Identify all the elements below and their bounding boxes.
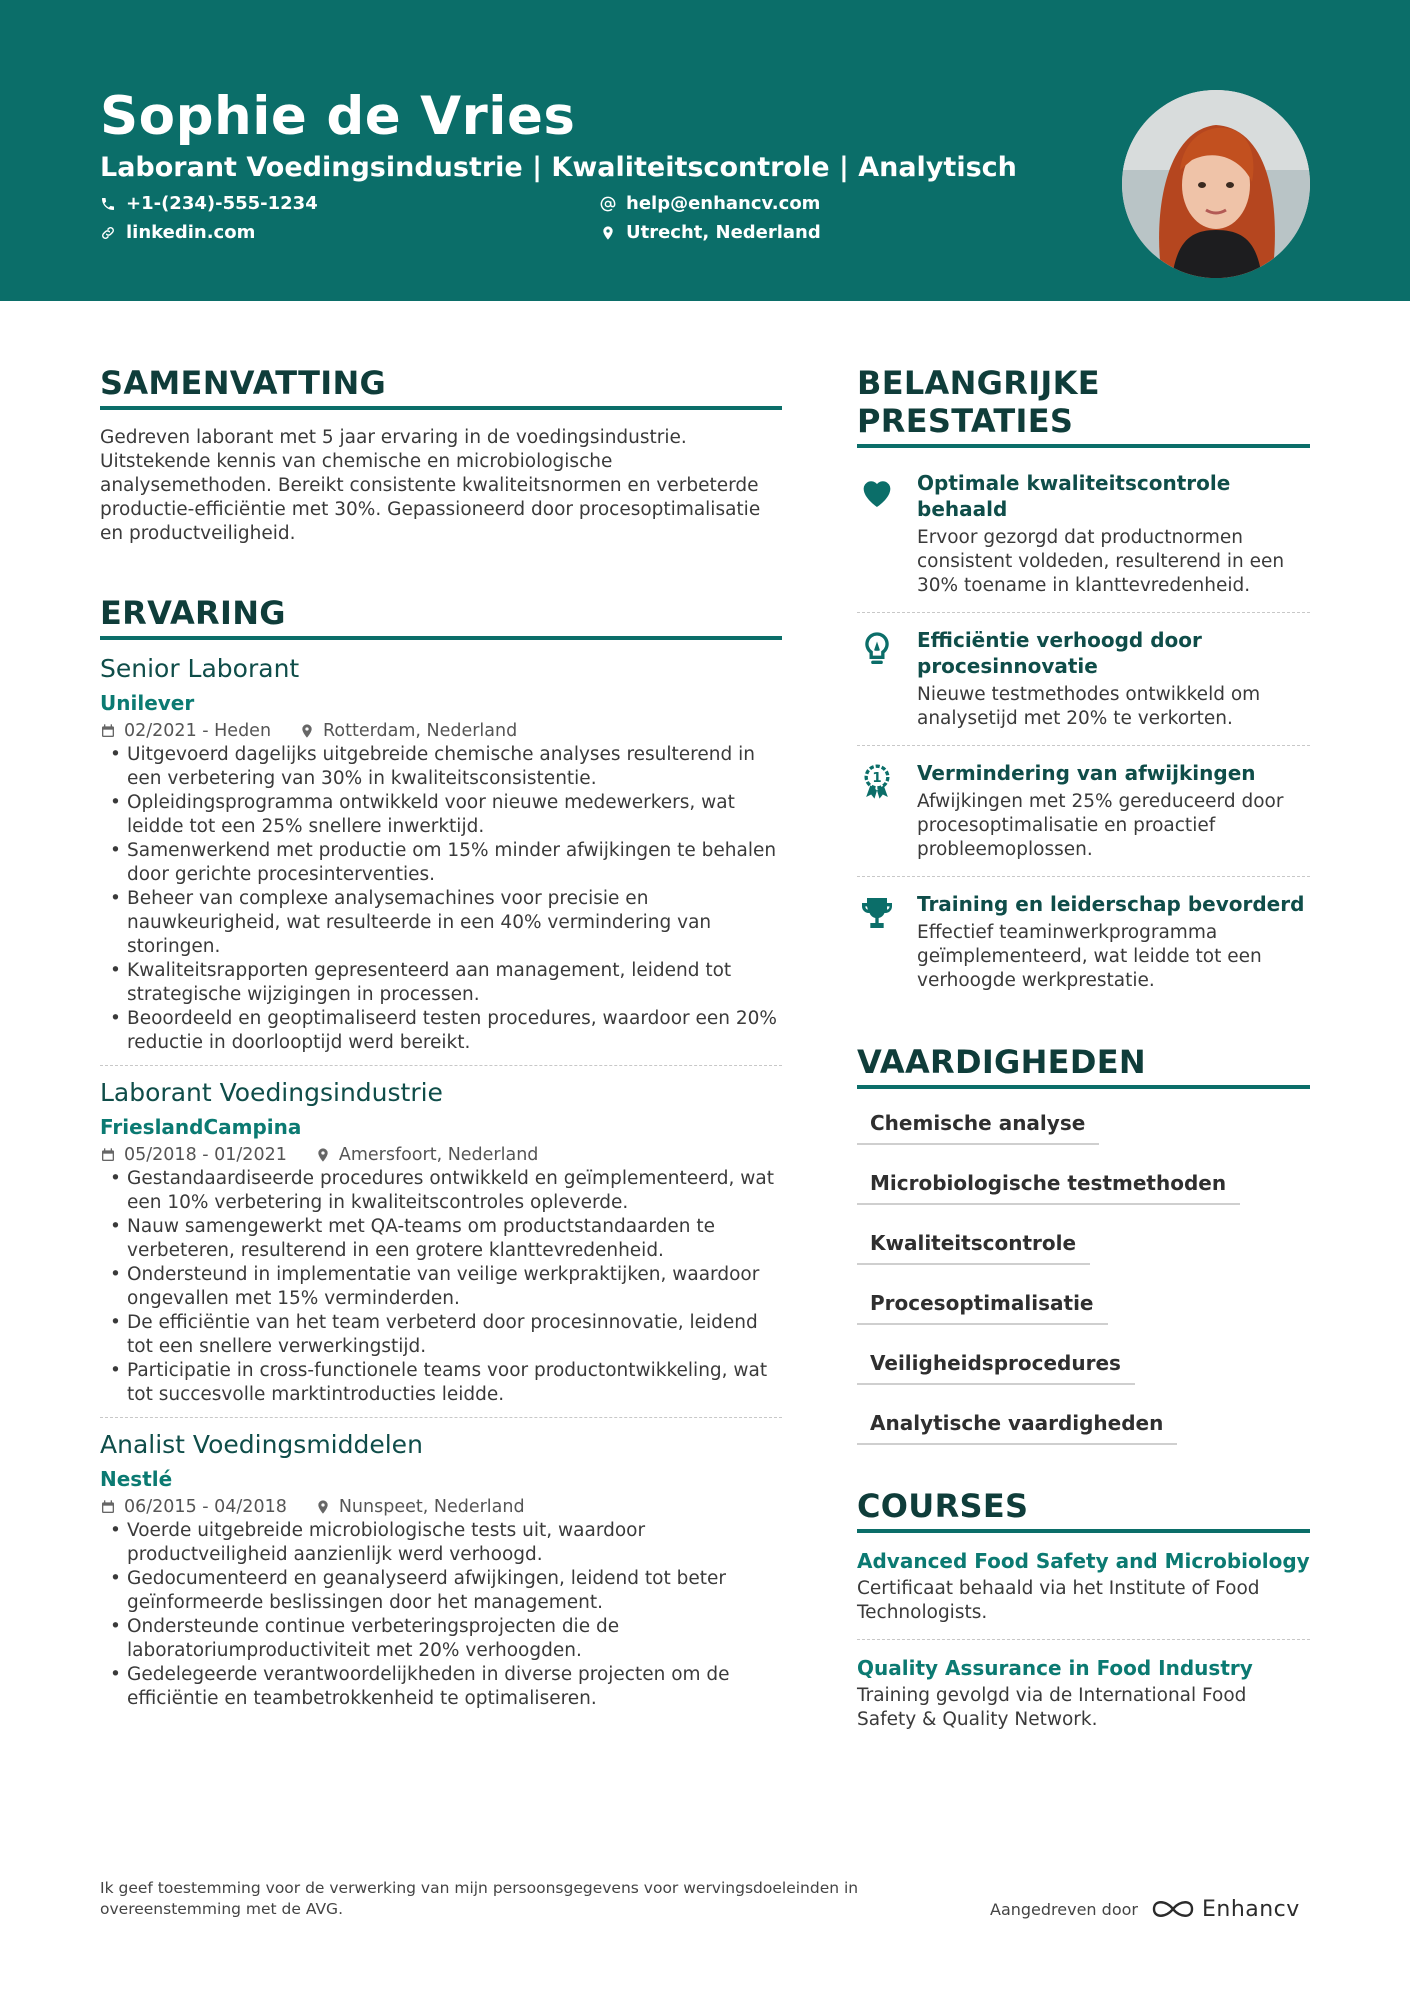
achievement-desc: Ervoor gezorgd dat productnormen consistent voldeden, resulterend in een 30% toename in klanttevredenheid. <box>917 527 1285 596</box>
skill-tag: Kwaliteitscontrole <box>857 1225 1090 1265</box>
job-title: Laborant Voedingsindustrie <box>100 1078 443 1107</box>
course-item <box>857 1533 1310 1639</box>
course-item <box>857 1639 1310 1746</box>
job-meta <box>100 1145 782 1165</box>
job-dates: 02/2021 - Heden <box>124 721 272 741</box>
location-pin-icon <box>315 1499 331 1515</box>
job-entry <box>100 1417 782 1721</box>
calendar-icon <box>100 723 116 739</box>
linkedin-contact[interactable] <box>100 222 255 243</box>
bullet-item: • De efficiëntie van het team verbeterd door procesinnovatie, leidend tot een snellere verwerkingstijd. <box>100 1311 782 1359</box>
bullet-item: • Nauw samengewerkt met QA-teams om productstandaarden te verbeteren, resulterend in een grotere klanttevredenheid. <box>100 1215 782 1263</box>
svg-text:1: 1 <box>872 771 882 786</box>
enhancv-brand: Enhancv <box>1201 1896 1300 1922</box>
job-bullets <box>100 1167 782 1407</box>
job-location: Nunspeet, Nederland <box>338 1497 525 1517</box>
achievement-item <box>857 745 1310 876</box>
skill-tag: Veiligheidsprocedures <box>857 1345 1135 1385</box>
gdpr-consent: Ik geef toestemming voor de verwerking van mijn persoonsgegevens voor wervingsdoeleinden in overeenstemming met de AVG. <box>100 1879 859 1918</box>
bullet-item: • Gedocumenteerd en geanalyseerd afwijkingen, leidend tot beter geïnformeerde beslissingen door het management. <box>100 1567 782 1615</box>
achievement-title: Training en leiderschap bevorderd <box>917 892 1305 916</box>
course-desc: Certificaat behaald via het Institute of Food Technologists. <box>857 1578 1260 1623</box>
bullet-item: • Ondersteunde continue verbeteringsprojecten die de laboratoriumproductiviteit met 20% verhoogden. <box>100 1615 782 1663</box>
link-icon <box>100 225 116 241</box>
calendar-icon <box>100 1499 116 1515</box>
bullet-item: • Samenwerkend met productie om 15% minder afwijkingen te behalen door gerichte procesinterventies. <box>100 839 782 887</box>
achievement-item <box>857 456 1310 612</box>
job-entry <box>100 654 782 1065</box>
job-location: Rotterdam, Nederland <box>323 721 518 741</box>
job-meta <box>100 1497 782 1517</box>
location-contact <box>600 222 821 243</box>
company-name: FrieslandCampina <box>100 1115 302 1139</box>
bullet-item: • Voerde uitgebreide microbiologische tests uit, waardoor productveiligheid aanzienlijk werd verhoogd. <box>100 1519 782 1567</box>
location-text: Utrecht, Nederland <box>626 222 821 243</box>
lightbulb-icon <box>857 629 897 669</box>
course-title: Advanced Food Safety and Microbiology <box>857 1549 1310 1573</box>
profile-photo <box>1122 90 1310 278</box>
resume-header <box>0 0 1410 301</box>
email-text: help@enhancv.com <box>626 193 821 214</box>
location-pin-icon <box>315 1147 331 1163</box>
powered-by-label: Aangedreven door <box>990 1899 1138 1919</box>
achievement-desc: Effectief teaminwerkprogramma geïmplementeerd, wat leidde tot een verhoogde werkprestatie. <box>917 922 1262 991</box>
bullet-item: • Gedelegeerde verantwoordelijkheden in diverse projecten om de efficiëntie en teambetrokkenheid te optimaliseren. <box>100 1663 782 1711</box>
calendar-icon <box>100 1147 116 1163</box>
achievement-title: Optimale kwaliteitscontrole behaald <box>917 471 1231 521</box>
job-meta <box>100 721 782 741</box>
achievement-item <box>857 876 1310 1007</box>
course-desc: Training gevolgd via de International Food Safety & Quality Network. <box>857 1685 1247 1730</box>
skills-heading: VAARDIGHEDEN <box>857 1043 1310 1089</box>
course-title: Quality Assurance in Food Industry <box>857 1656 1253 1680</box>
candidate-headline: Laborant Voedingsindustrie | Kwaliteitscontrole | Analytisch <box>100 152 1017 183</box>
achievements-heading: BELANGRIJKE PRESTATIES <box>857 364 1310 448</box>
job-title: Analist Voedingsmiddelen <box>100 1430 423 1459</box>
summary-heading: SAMENVATTING <box>100 364 782 410</box>
bullet-item: • Beheer van complexe analysemachines voor precisie en nauwkeurigheid, wat resulteerde in een 40% vermindering van storingen. <box>100 887 782 959</box>
skill-tag: Procesoptimalisatie <box>857 1285 1108 1325</box>
at-icon <box>600 196 616 212</box>
achievement-desc: Afwijkingen met 25% gereduceerd door procesoptimalisatie en proactief probleemoplossen. <box>917 791 1284 860</box>
bullet-item: • Ondersteund in implementatie van veilige werkpraktijken, waardoor ongevallen met 15% verminderden. <box>100 1263 782 1311</box>
skills-list <box>857 1105 1310 1465</box>
heart-icon <box>857 472 897 512</box>
job-bullets <box>100 743 782 1055</box>
experience-list <box>100 654 782 1721</box>
job-location: Amersfoort, Nederland <box>338 1145 539 1165</box>
achievement-desc: Nieuwe testmethodes ontwikkeld om analysetijd met 20% te verkorten. <box>917 684 1261 729</box>
achievement-item <box>857 612 1310 745</box>
achievement-title: Efficiëntie verhoogd door procesinnovatie <box>917 628 1202 678</box>
job-entry <box>100 1065 782 1417</box>
company-name: Nestlé <box>100 1467 173 1491</box>
bullet-item: • Uitgevoerd dagelijks uitgebreide chemische analyses resulterend in een verbetering van 30% in kwaliteitsconsistentie. <box>100 743 782 791</box>
skill-tag: Microbiologische testmethoden <box>857 1165 1240 1205</box>
courses-list <box>857 1533 1310 1746</box>
achievements-list <box>857 456 1310 1007</box>
left-column <box>100 364 782 1721</box>
powered-by[interactable] <box>990 1896 1300 1922</box>
phone-text: +1-(234)-555-1234 <box>126 193 318 214</box>
right-column <box>857 364 1310 1746</box>
courses-heading: COURSES <box>857 1487 1310 1533</box>
experience-heading: ERVARING <box>100 594 782 640</box>
summary-text: Gedreven laborant met 5 jaar ervaring in de voedingsindustrie. Uitstekende kennis van chemische en microbiologische analysemethoden. Bereikt consistente kwaliteitsnormen en verbeterde productie-efficiëntie met 30%. Gepassioneerd door procesoptimalisatie en productveiligheid. <box>100 427 761 544</box>
bullet-item: • Participatie in cross-functionele teams voor productontwikkeling, wat tot succesvolle marktintroducties leidde. <box>100 1359 782 1407</box>
award-icon <box>857 762 897 802</box>
candidate-name: Sophie de Vries <box>100 86 576 147</box>
email-contact[interactable] <box>600 193 820 214</box>
job-bullets <box>100 1519 782 1711</box>
bullet-item: • Kwaliteitsrapporten gepresenteerd aan management, leidend tot strategische wijzigingen in processen. <box>100 959 782 1007</box>
company-name: Unilever <box>100 691 195 715</box>
bullet-item: • Opleidingsprogramma ontwikkeld voor nieuwe medewerkers, wat leidde tot een 25% snellere inwerktijd. <box>100 791 782 839</box>
skill-tag: Analytische vaardigheden <box>857 1405 1177 1445</box>
enhancv-logo-icon <box>1150 1896 1196 1922</box>
job-dates: 06/2015 - 04/2018 <box>124 1497 287 1517</box>
job-title: Senior Laborant <box>100 654 300 683</box>
location-pin-icon <box>299 723 315 739</box>
linkedin-text: linkedin.com <box>126 222 256 243</box>
bullet-item: • Beoordeeld en geoptimaliseerd testen procedures, waardoor een 20% reductie in doorlooptijd werd bereikt. <box>100 1007 782 1055</box>
achievement-title: Vermindering van afwijkingen <box>917 761 1256 785</box>
skill-tag: Chemische analyse <box>857 1105 1099 1145</box>
phone-contact[interactable] <box>100 193 318 214</box>
job-dates: 05/2018 - 01/2021 <box>124 1145 287 1165</box>
location-pin-icon <box>600 225 616 241</box>
bullet-item: • Gestandaardiseerde procedures ontwikkeld en geïmplementeerd, wat een 10% verbetering in kwaliteitscontroles opleverde. <box>100 1167 782 1215</box>
phone-icon <box>100 196 116 212</box>
trophy-icon <box>857 893 897 933</box>
